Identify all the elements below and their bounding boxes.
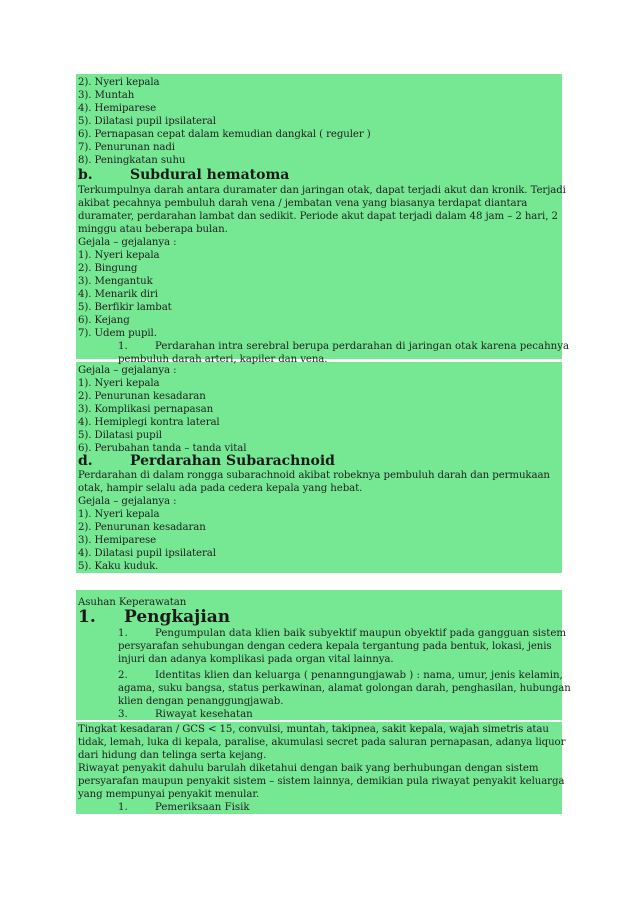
list-item: 3). Komplikasi pernapasan xyxy=(78,404,214,415)
list-item: 5). Berfikir lambat xyxy=(78,302,172,313)
list-item: 6). Pernapasan cepat dalam kemudian dangkal ( reguler ) xyxy=(78,129,371,140)
symptoms-heading: Gejala – gejalanya : xyxy=(78,496,177,507)
numbered-item-text: Riwayat kesehatan xyxy=(155,709,253,720)
paragraph-line: dari hidung dan telinga serta kejang. xyxy=(78,750,267,761)
list-item: 7). Penurunan nadi xyxy=(78,142,175,153)
symptoms-heading: Gejala – gejalanya : xyxy=(78,237,177,248)
list-item: 4). Menarik diri xyxy=(78,289,158,300)
list-item: 7). Udem pupil. xyxy=(78,328,157,339)
section-letter-d: d. xyxy=(78,453,93,469)
paragraph-line: duramater, perdarahan lambat dan sedikit. Periode akut dapat terjadi dalam 48 jam – 2 hari, 2 xyxy=(78,211,558,222)
paragraph-line: Riwayat penyakit dahulu barulah diketahui dengan baik yang berhubungan dengan sistem xyxy=(78,763,539,774)
asuhan-heading: Asuhan Keperawatan xyxy=(78,597,187,608)
list-item: 8). Peningkatan suhu xyxy=(78,155,186,166)
list-item: 6). Perubahan tanda – tanda vital xyxy=(78,443,247,454)
list-item: 2). Penurunan kesadaran xyxy=(78,391,206,402)
section-title-subarachnoid: Perdarahan Subarachnoid xyxy=(130,453,335,469)
list-item: 5). Dilatasi pupil xyxy=(78,430,162,441)
numbered-item-text: Perdarahan intra serebral berupa perdarahan di jaringan otak karena pecahnya xyxy=(155,341,570,352)
list-item: 1). Nyeri kepala xyxy=(78,509,160,520)
list-item: 1). Nyeri kepala xyxy=(78,378,160,389)
numbered-item-number: 1. xyxy=(118,802,128,813)
section-title-pengkajian: Pengkajian xyxy=(124,607,231,627)
list-item: 5). Dilatasi pupil ipsilateral xyxy=(78,116,216,127)
numbered-item-text: persyarafan sehubungan dengan cedera kepala tergantung pada bentuk, lokasi, jenis xyxy=(118,641,552,652)
list-item: 2). Bingung xyxy=(78,263,138,274)
paragraph-line: persyarafan maupun penyakit sistem – sistem lainnya, demikian pula riwayat penyakit keluarga xyxy=(78,776,565,787)
list-item: 6). Kejang xyxy=(78,315,130,326)
list-item: 5). Kaku kuduk. xyxy=(78,561,159,572)
symptoms-heading: Gejala – gejalanya : xyxy=(78,365,177,376)
numbered-item-text: Identitas klien dan keluarga ( penanngungjawab ) : nama, umur, jenis kelamin, xyxy=(155,670,563,681)
list-item: 4). Hemiplegi kontra lateral xyxy=(78,417,220,428)
list-item: 3). Muntah xyxy=(78,90,135,101)
numbered-item-text: klien dengan penanggungjawab. xyxy=(118,696,284,707)
paragraph-line: otak, hampir selalu ada pada cedera kepala yang hebat. xyxy=(78,483,363,494)
numbered-item-number: 1. xyxy=(118,341,128,352)
paragraph-line: Perdarahan di dalam rongga subarachnoid akibat robeknya pembuluh darah dan permukaan xyxy=(78,470,550,481)
paragraph-line: Terkumpulnya darah antara duramater dan jaringan otak, dapat terjadi akut dan kronik. Terjadi xyxy=(78,185,566,196)
section-letter-b: b. xyxy=(78,167,93,183)
paragraph-line: tidak, lemah, luka di kepala, paralise, akumulasi secret pada saluran pernapasan, adanya liquor xyxy=(78,737,566,748)
list-item: 1). Nyeri kepala xyxy=(78,250,160,261)
numbered-item-text: pembuluh darah arteri, kapiler dan vena. xyxy=(118,354,328,365)
list-item: 4). Hemiparese xyxy=(78,103,157,114)
numbered-item-number: 1. xyxy=(118,628,128,639)
list-item: 2). Nyeri kepala xyxy=(78,77,160,88)
paragraph-line: yang mempunyai penyakit menular. xyxy=(78,789,260,800)
paragraph-line: minggu atau beberapa bulan. xyxy=(78,224,228,235)
numbered-item-number: 3. xyxy=(118,709,128,720)
section-number-1: 1. xyxy=(78,607,96,627)
numbered-item-text: Pemeriksaan Fisik xyxy=(155,802,250,813)
paragraph-line: akibat pecahnya pembuluh darah vena / jembatan vena yang biasanya terdapat diantara xyxy=(78,198,528,209)
list-item: 4). Dilatasi pupil ipsilateral xyxy=(78,548,216,559)
numbered-item-number: 2. xyxy=(118,670,128,681)
section-title-subdural: Subdural hematoma xyxy=(130,167,290,183)
list-item: 3). Mengantuk xyxy=(78,276,153,287)
numbered-item-text: injuri dan adanya komplikasi pada organ vital lainnya. xyxy=(118,654,394,665)
list-item: 2). Penurunan kesadaran xyxy=(78,522,206,533)
numbered-item-text: Pengumpulan data klien baik subyektif maupun obyektif pada gangguan sistem xyxy=(155,628,567,639)
list-item: 3). Hemiparese xyxy=(78,535,157,546)
numbered-item-text: agama, suku bangsa, status perkawinan, alamat golongan darah, penghasilan, hubungan xyxy=(118,683,571,694)
paragraph-line: Tingkat kesadaran / GCS < 15, convulsi, muntah, takipnea, sakit kepala, wajah simetris atau xyxy=(78,724,549,735)
